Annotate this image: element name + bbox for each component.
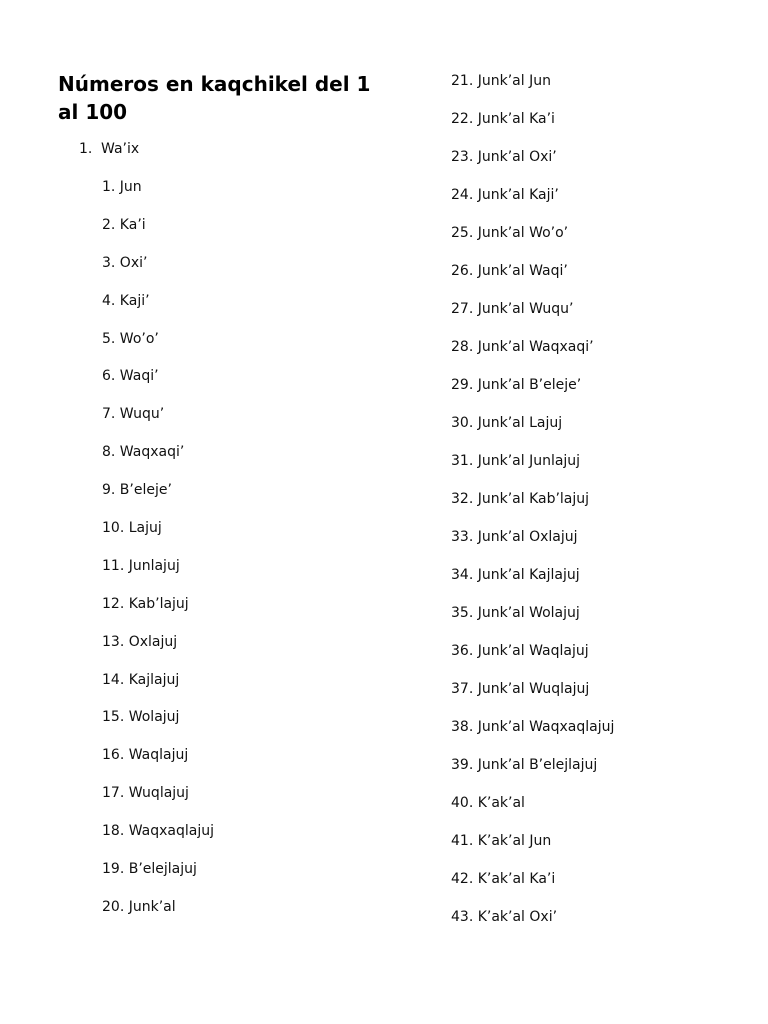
intro-number: 1. [79, 141, 93, 157]
list-item: 5. Wo’o’ [102, 330, 159, 347]
list-item: 30. Junk’al Lajuj [451, 415, 563, 431]
list-item: 40. K’ak’al [451, 795, 525, 811]
list-item: 2. Ka’i [102, 216, 146, 233]
list-item: 32. Junk’al Kab’lajuj [451, 491, 590, 507]
list-item: 33. Junk’al Oxlajuj [451, 529, 578, 545]
list-item: 39. Junk’al B’elejlajuj [451, 757, 598, 773]
list-item: 34. Junk’al Kajlajuj [451, 567, 580, 583]
list-item: 36. Junk’al Waqlajuj [451, 643, 589, 659]
list-item: 17. Wuqlajuj [102, 785, 189, 802]
list-item: 26. Junk’al Waqi’ [451, 263, 568, 279]
list-item: 19. B’elejlajuj [102, 861, 197, 878]
intro-list-item [79, 140, 139, 158]
list-item: 31. Junk’al Junlajuj [451, 453, 581, 469]
list-item: 1. Jun [102, 179, 142, 195]
page-title: Números en kaqchikel del 1 al 100 [58, 72, 371, 124]
list-item: 14. Kajlajuj [102, 671, 180, 688]
list-item: 9. B’eleje’ [102, 482, 172, 499]
list-item: 10. Lajuj [102, 520, 162, 537]
list-item: 24. Junk’al Kaji’ [451, 187, 559, 203]
list-item: 6. Waqi’ [102, 368, 159, 385]
list-item: 15. Wolajuj [102, 709, 180, 726]
list-item: 23. Junk’al Oxi’ [451, 149, 557, 165]
list-item: 43. K’ak’al Oxi’ [451, 909, 558, 925]
list-item: 7. Wuqu’ [102, 406, 165, 423]
list-item: 16. Waqlajuj [102, 747, 189, 764]
list-item: 3. Oxi’ [102, 254, 148, 271]
list-item: 20. Junk’al [102, 898, 176, 915]
numbers-list-left [102, 178, 214, 936]
list-item: 12. Kab’lajuj [102, 595, 189, 612]
list-item: 37. Junk’al Wuqlajuj [451, 681, 590, 697]
list-item: 11. Junlajuj [102, 557, 180, 574]
list-item: 35. Junk’al Wolajuj [451, 605, 580, 621]
intro-text: Wa’ix [101, 141, 140, 157]
list-item: 8. Waqxaqi’ [102, 444, 185, 461]
list-item: 18. Waqxaqlajuj [102, 823, 214, 840]
list-item: 29. Junk’al B’eleje’ [451, 377, 582, 393]
list-item: 38. Junk’al Waqxaqlajuj [451, 719, 615, 735]
list-item: 21. Junk’al Jun [451, 73, 551, 89]
list-item: 4. Kaji’ [102, 292, 150, 309]
list-item: 13. Oxlajuj [102, 633, 178, 650]
list-item: 27. Junk’al Wuqu’ [451, 301, 574, 317]
list-item: 28. Junk’al Waqxaqi’ [451, 339, 594, 355]
list-item: 41. K’ak’al Jun [451, 833, 552, 849]
list-item: 25. Junk’al Wo’o’ [451, 225, 569, 241]
numbers-list-right [451, 72, 614, 946]
list-item: 22. Junk’al Ka’i [451, 111, 555, 127]
list-item: 42. K’ak’al Ka’i [451, 871, 556, 887]
